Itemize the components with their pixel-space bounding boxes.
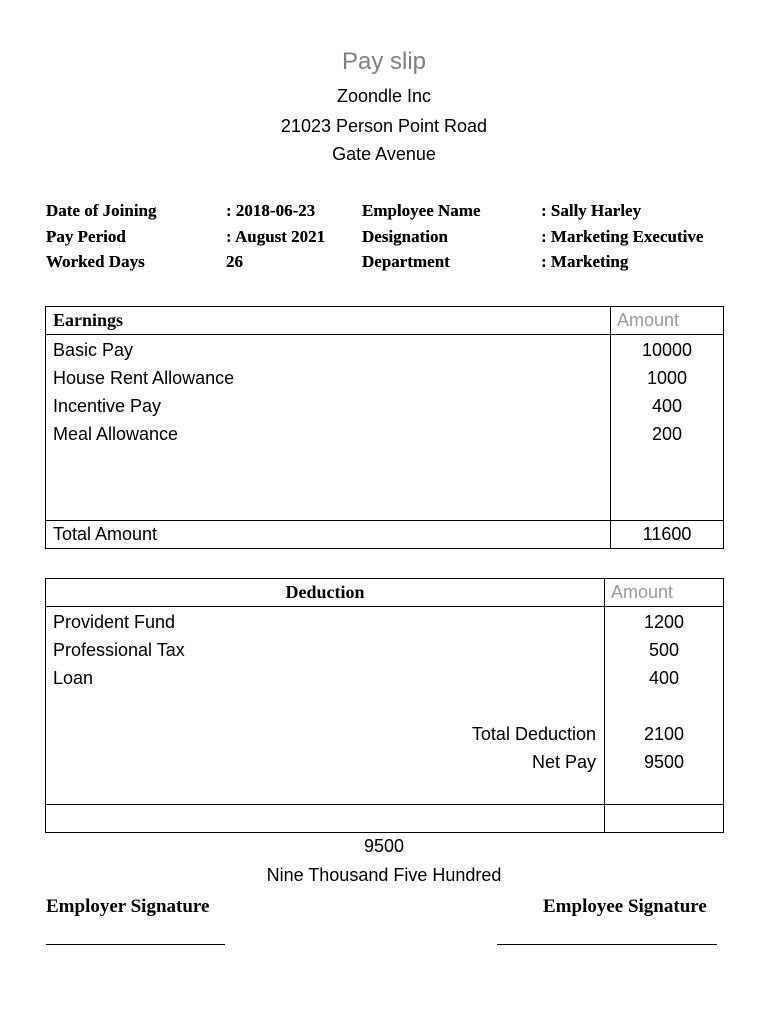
net-pay-in-words: Nine Thousand Five Hundred (266, 865, 502, 885)
deduction-table (45, 578, 724, 833)
earnings-item-amount: 1000 (646, 368, 688, 388)
employee-signature-line (497, 944, 717, 945)
deduction-amount-header: Amount (605, 579, 724, 607)
earnings-item-label: Basic Pay (53, 340, 134, 360)
company-address-line-1: 21023 Person Point Road (280, 116, 488, 136)
earnings-item-label: House Rent Allowance (53, 368, 235, 388)
date-of-joining-value: : 2018-06-23 (226, 201, 316, 220)
designation-label: Designation (362, 227, 448, 246)
earnings-item-amount: 200 (651, 424, 683, 444)
worked-days-label: Worked Days (46, 252, 145, 271)
net-pay-figure: 9500 (363, 836, 405, 856)
deduction-item-label: Provident Fund (53, 612, 176, 632)
employer-signature-label: Employer Signature (46, 896, 210, 917)
earnings-total-value: 11600 (611, 521, 724, 549)
net-pay-label: Net Pay (531, 752, 596, 772)
designation-value: : Marketing Executive (541, 227, 704, 246)
employer-signature-line (46, 944, 225, 945)
company-name: Zoondle Inc (336, 86, 432, 106)
earnings-item-amount: 10000 (641, 340, 693, 360)
earnings-item-label: Incentive Pay (53, 396, 162, 416)
department-label: Department (362, 252, 450, 271)
deduction-item-label: Loan (53, 668, 94, 688)
net-pay-value: 9500 (643, 752, 685, 772)
worked-days-value: 26 (226, 252, 243, 271)
pay-period-label: Pay Period (46, 227, 126, 246)
date-of-joining-label: Date of Joining (46, 201, 157, 220)
employee-name-label: Employee Name (362, 201, 481, 220)
deduction-header: Deduction (46, 579, 605, 607)
earnings-header: Earnings (46, 307, 611, 335)
earnings-total-label: Total Amount (46, 521, 611, 549)
deduction-item-amount: 500 (648, 640, 680, 660)
deduction-item-amount: 1200 (643, 612, 685, 632)
document-title: Pay slip (341, 48, 427, 75)
deduction-empty-row-left (46, 805, 605, 833)
department-value: : Marketing (541, 252, 629, 271)
earnings-item-amount: 400 (651, 396, 683, 416)
earnings-amount-header: Amount (611, 307, 724, 335)
deduction-item-amount: 400 (648, 668, 680, 688)
deduction-amounts-cell (605, 607, 724, 805)
total-deduction-value: 2100 (643, 724, 685, 744)
earnings-table (45, 306, 724, 549)
deduction-items-cell (46, 607, 605, 805)
earnings-item-label: Meal Allowance (53, 424, 179, 444)
earnings-amounts-cell (611, 335, 724, 521)
total-deduction-label: Total Deduction (471, 724, 596, 744)
deduction-empty-row-right (605, 805, 724, 833)
earnings-items-cell (46, 335, 611, 521)
pay-period-value: : August 2021 (226, 227, 326, 246)
deduction-item-label: Professional Tax (53, 640, 185, 660)
employee-name-value: : Sally Harley (541, 201, 642, 220)
employee-signature-label: Employee Signature (543, 896, 707, 917)
company-address-line-2: Gate Avenue (332, 144, 436, 164)
